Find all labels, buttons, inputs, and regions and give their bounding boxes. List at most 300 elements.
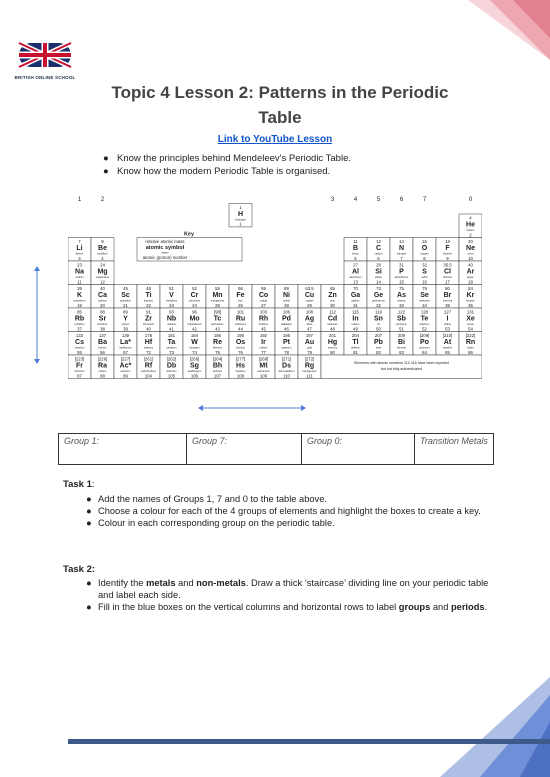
relative-atomic-mass: 195 <box>282 333 291 338</box>
relative-atomic-mass: 89 <box>123 309 128 315</box>
atomic-symbol: Cr <box>190 292 199 299</box>
element-cell <box>160 285 183 309</box>
element-name: platinum <box>281 346 292 350</box>
element-name: bismuth <box>396 346 407 350</box>
atomic-symbol: Bh <box>212 362 223 370</box>
element-cell <box>413 332 436 356</box>
atomic-symbol: Fr <box>76 362 83 370</box>
element-cell <box>459 332 482 356</box>
group-number-label: 1 <box>77 197 82 203</box>
element-cell <box>275 308 298 332</box>
atomic-number: 24 <box>192 302 197 308</box>
task-item: ● Choose a colour for each of the 4 groups of elements and highlight the boxes to create a key. <box>86 506 481 517</box>
atomic-symbol: V <box>169 292 174 299</box>
atomic-number: 88 <box>100 373 105 379</box>
relative-atomic-mass: 101 <box>236 309 245 315</box>
relative-atomic-mass: [222] <box>465 333 476 338</box>
atomic-symbol: Br <box>443 292 452 299</box>
relative-atomic-mass: 39 <box>77 286 82 291</box>
element-cell <box>160 308 183 332</box>
element-name: neon <box>467 252 474 256</box>
atomic-number: 42 <box>192 326 197 332</box>
element-cell <box>91 285 114 309</box>
atomic-number: 75 <box>215 349 220 355</box>
element-name: rhenium <box>212 346 223 350</box>
atomic-symbol: Pt <box>283 339 290 346</box>
group-arrow-icon <box>198 404 306 412</box>
atomic-number: 44 <box>238 326 243 332</box>
atomic-symbol: Sg <box>190 362 199 370</box>
atomic-number: 32 <box>376 302 381 308</box>
element-cell <box>229 308 252 332</box>
atomic-number: 52 <box>422 326 427 332</box>
element-cell <box>413 261 436 285</box>
element-cell <box>137 308 160 332</box>
atomic-number: 4 <box>101 255 104 261</box>
element-name: silver <box>306 323 313 326</box>
element-name: scandium <box>119 299 132 303</box>
relative-atomic-mass: 9 <box>101 239 104 244</box>
element-name: astatine <box>442 346 453 350</box>
atomic-number: 72 <box>146 349 151 355</box>
element-name: iodine <box>444 323 451 326</box>
relative-atomic-mass: 73 <box>376 286 381 291</box>
relative-atomic-mass: 52 <box>192 286 197 291</box>
element-cell <box>68 308 91 332</box>
relative-atomic-mass: 59 <box>261 286 266 291</box>
atomic-symbol: Mt <box>259 362 268 370</box>
atomic-symbol: Zr <box>145 315 152 323</box>
element-cell <box>183 308 206 332</box>
atomic-symbol: Pd <box>282 315 291 323</box>
group-number-label: 7 <box>422 197 427 203</box>
logo-text: BRITISH ONLINE SCHOOL <box>14 75 76 80</box>
element-cell <box>413 308 436 332</box>
element-cell <box>68 332 91 356</box>
bullet-icon: ● <box>86 578 92 588</box>
atomic-symbol: I <box>446 315 449 323</box>
transition-metals-cell[interactable]: Transition Metals <box>415 434 494 465</box>
element-name: strontium <box>97 323 108 326</box>
atomic-symbol: In <box>352 315 359 323</box>
element-cell <box>91 261 114 285</box>
atomic-symbol: Xe <box>466 315 475 323</box>
element-cell <box>252 308 275 332</box>
note-text: Elements with atomic numbers 112-116 have been reported <box>354 361 449 365</box>
atomic-symbol: Hg <box>327 339 338 346</box>
footer-bar <box>68 739 550 744</box>
element-cell <box>344 308 367 332</box>
element-name: sulfur <box>421 276 428 279</box>
relative-atomic-mass: 35.5 <box>443 262 452 268</box>
atomic-number: 41 <box>169 326 174 332</box>
element-name: roentgenium <box>302 370 317 373</box>
atomic-number: 104 <box>144 373 153 379</box>
element-cell <box>459 261 482 285</box>
element-name: chlorine <box>442 276 453 279</box>
element-name: argon <box>467 276 474 279</box>
group-key-table <box>58 433 494 465</box>
atomic-symbol: Os <box>235 339 246 346</box>
atomic-symbol: P <box>399 268 404 276</box>
element-cell <box>367 285 390 309</box>
bullet-icon: ● <box>86 518 92 529</box>
atomic-number: 10 <box>468 255 473 261</box>
element-name: hydrogen <box>235 218 246 222</box>
element-name: lanthanum <box>119 346 132 350</box>
element-cell <box>344 238 367 262</box>
relative-atomic-mass: [264] <box>212 356 223 362</box>
atomic-number: 8 <box>423 255 426 261</box>
atomic-number: 11 <box>77 279 82 285</box>
atomic-number: 47 <box>307 326 312 332</box>
relative-atomic-mass: 119 <box>375 309 382 315</box>
element-cell <box>68 355 91 379</box>
atomic-symbol: Ru <box>235 315 246 323</box>
element-name: silicon <box>374 276 383 279</box>
element-cell <box>344 285 367 309</box>
youtube-lesson-link[interactable]: Link to YouTube Lesson <box>217 134 333 145</box>
atomic-symbol: Al <box>352 268 359 276</box>
atomic-symbol: Co <box>258 292 269 299</box>
periodic-table <box>68 193 482 389</box>
element-cell <box>321 285 344 309</box>
atomic-number: 56 <box>100 349 105 355</box>
atomic-number: 18 <box>468 279 473 285</box>
element-cell <box>298 332 321 356</box>
relative-atomic-mass: 96 <box>192 309 197 315</box>
relative-atomic-mass: 131 <box>466 309 475 315</box>
atomic-symbol: Fe <box>236 292 245 299</box>
atomic-number: 17 <box>445 279 450 285</box>
element-cell <box>344 332 367 356</box>
atomic-number: 31 <box>353 302 358 308</box>
element-name: lithium <box>75 252 84 256</box>
relative-atomic-mass: 201 <box>328 333 337 338</box>
element-name: potassium <box>73 299 86 303</box>
atomic-number: 82 <box>376 349 381 355</box>
atomic-number: 105 <box>167 373 176 379</box>
element-cell <box>229 285 252 309</box>
relative-atomic-mass: 133 <box>75 333 84 338</box>
element-name: arsenic <box>397 299 406 303</box>
atomic-symbol: Po <box>420 339 429 346</box>
atomic-number: 77 <box>261 349 266 355</box>
relative-atomic-mass: 56 <box>238 286 243 291</box>
atomic-number: 3 <box>78 255 81 261</box>
key-line: relative atomic mass <box>145 239 185 244</box>
relative-atomic-mass: 137 <box>98 333 107 338</box>
element-name: fluorine <box>443 252 452 256</box>
atomic-symbol: Rg <box>304 362 315 370</box>
atomic-symbol: Cl <box>444 268 451 276</box>
element-cell <box>229 355 252 379</box>
group-number-label: 4 <box>353 197 358 203</box>
relative-atomic-mass: [266] <box>189 356 200 362</box>
atomic-symbol: Ba <box>98 339 107 346</box>
relative-atomic-mass: [272] <box>304 356 315 362</box>
atomic-number: 76 <box>238 349 243 355</box>
relative-atomic-mass: 209 <box>397 333 406 338</box>
relative-atomic-mass: 14 <box>399 239 404 244</box>
element-name: ruthenium <box>234 323 247 326</box>
element-cell <box>160 332 183 356</box>
atomic-number: 37 <box>77 326 82 332</box>
element-name: hafnium <box>143 346 154 350</box>
group-1-cell[interactable]: Group 1: <box>59 434 187 465</box>
element-name: lead <box>376 346 381 350</box>
atomic-number: 21 <box>123 302 128 308</box>
relative-atomic-mass: [209] <box>419 333 430 338</box>
atomic-number: 74 <box>192 349 197 355</box>
period-arrow-icon <box>34 266 40 364</box>
atomic-symbol: Tl <box>352 339 359 346</box>
key-title: Key <box>183 231 195 238</box>
relative-atomic-mass: 27 <box>353 262 358 268</box>
element-cell <box>114 355 137 379</box>
atomic-symbol: H <box>237 210 244 218</box>
element-name: yttrium <box>121 323 130 326</box>
atomic-symbol: Te <box>420 315 429 323</box>
atomic-symbol: La* <box>120 339 131 346</box>
element-cell <box>367 261 390 285</box>
relative-atomic-mass: 75 <box>399 286 404 291</box>
atomic-number: 79 <box>307 349 312 355</box>
atomic-symbol: C <box>375 245 382 252</box>
element-cell <box>459 285 482 309</box>
atomic-number: 87 <box>77 373 82 379</box>
atomic-number: 83 <box>399 349 404 355</box>
element-cell <box>68 238 91 262</box>
relative-atomic-mass: [261] <box>143 356 154 362</box>
atomic-number: 34 <box>422 302 427 308</box>
atomic-number: 84 <box>422 349 427 355</box>
school-logo <box>12 40 78 80</box>
element-cell <box>390 308 413 332</box>
atomic-symbol: B <box>352 245 359 252</box>
relative-atomic-mass: [227] <box>120 356 131 362</box>
relative-atomic-mass: 178 <box>144 333 153 338</box>
element-cell <box>436 332 459 356</box>
key-line: atomic (proton) number <box>142 254 188 260</box>
element-cell <box>459 238 482 262</box>
atomic-number: 1 <box>239 221 242 227</box>
element-cell <box>206 332 229 356</box>
element-cell <box>298 308 321 332</box>
atomic-number: 20 <box>100 302 105 308</box>
relative-atomic-mass: 91 <box>146 309 151 315</box>
task-1-heading: Task 1: <box>63 479 95 490</box>
atomic-symbol: Bi <box>398 339 405 346</box>
group-number-label: 0 <box>468 197 473 203</box>
element-name: phosphorus <box>394 276 409 279</box>
atomic-number: 16 <box>422 279 427 285</box>
element-name: indium <box>351 323 360 326</box>
bullet-icon: ● <box>86 506 92 517</box>
element-name: vanadium <box>165 299 178 303</box>
element-name: niobium <box>166 323 177 326</box>
element-name: thallium <box>351 346 360 350</box>
group-0-cell[interactable]: Group 0: <box>302 434 415 465</box>
element-cell <box>206 355 229 379</box>
element-name: gold <box>307 346 312 350</box>
atomic-symbol: Ar <box>466 268 475 276</box>
atomic-symbol: As <box>397 292 406 299</box>
atomic-number: 49 <box>353 326 358 332</box>
element-cell <box>390 261 413 285</box>
atomic-number: 73 <box>169 349 174 355</box>
relative-atomic-mass: 45 <box>123 286 128 291</box>
atomic-symbol: Nb <box>166 315 177 323</box>
element-name: tin <box>377 323 380 326</box>
element-name: caesium <box>74 346 85 350</box>
element-name: oxygen <box>420 252 429 256</box>
atomic-number: 5 <box>354 255 357 261</box>
element-cell <box>459 308 482 332</box>
atomic-symbol: Li <box>76 245 83 252</box>
task-item: ● Colour in each corresponding group on the periodic table. <box>86 518 335 529</box>
element-cell <box>229 332 252 356</box>
element-cell <box>275 355 298 379</box>
element-name: technetium <box>211 323 224 326</box>
atomic-number: 86 <box>468 349 473 355</box>
relative-atomic-mass: 84 <box>468 286 473 291</box>
corner-decoration-top <box>468 0 550 60</box>
element-name: antimony <box>396 323 407 326</box>
atomic-number: 19 <box>77 302 82 308</box>
element-cell <box>436 285 459 309</box>
relative-atomic-mass: 23 <box>77 262 82 268</box>
element-name: tantalum <box>166 346 177 350</box>
element-name: cadmium <box>327 323 338 326</box>
atomic-symbol: Mg <box>97 268 108 276</box>
relative-atomic-mass: 70 <box>353 286 358 291</box>
element-name: krypton <box>466 299 475 303</box>
relative-atomic-mass: 190 <box>236 333 245 338</box>
relative-atomic-mass: 127 <box>443 309 452 315</box>
atomic-symbol: Ni <box>283 292 290 299</box>
element-cell <box>183 332 206 356</box>
atomic-number: 9 <box>446 255 449 261</box>
relative-atomic-mass: 32 <box>422 262 427 268</box>
relative-atomic-mass: 65 <box>330 286 335 291</box>
element-name: seaborgium <box>187 370 202 373</box>
atomic-number: 6 <box>377 255 380 261</box>
element-cell <box>252 332 275 356</box>
relative-atomic-mass: 7 <box>78 239 81 244</box>
periodic-table-graphic <box>68 193 482 389</box>
task-2-list <box>86 577 496 614</box>
element-cell <box>137 285 160 309</box>
group-number-label: 6 <box>399 197 404 203</box>
key-box <box>137 232 242 262</box>
corner-decoration-bottom <box>400 677 550 777</box>
element-cell <box>298 285 321 309</box>
atomic-number: 27 <box>261 302 266 308</box>
atomic-symbol: Ti <box>145 292 152 299</box>
element-cell <box>298 355 321 379</box>
element-name: radium <box>98 370 107 373</box>
element-name: bromine <box>442 299 453 303</box>
element-cell <box>275 332 298 356</box>
relative-atomic-mass: 85 <box>77 309 82 315</box>
element-name: rutherfordium <box>140 370 157 373</box>
relative-atomic-mass: 108 <box>305 309 314 315</box>
atomic-symbol: Cu <box>304 292 315 299</box>
atomic-symbol: Au <box>304 339 315 346</box>
atomic-number: 78 <box>284 349 289 355</box>
relative-atomic-mass: 51 <box>169 286 174 291</box>
atomic-symbol: Zn <box>328 292 337 299</box>
element-cell <box>252 285 275 309</box>
relative-atomic-mass: 192 <box>259 333 268 338</box>
element-name: tungsten <box>189 346 200 350</box>
atomic-symbol: Tc <box>213 315 222 323</box>
element-cell <box>344 261 367 285</box>
element-name: nitrogen <box>396 252 407 256</box>
relative-atomic-mass: 48 <box>146 286 151 291</box>
relative-atomic-mass: 128 <box>420 309 429 315</box>
element-cell <box>390 332 413 356</box>
atomic-number: 12 <box>100 279 105 285</box>
objective-item: ● Know the principles behind Mendeleev's Periodic Table. <box>103 153 352 164</box>
atomic-symbol: He <box>466 221 475 229</box>
atomic-symbol: Ds <box>282 362 291 370</box>
union-flag-icon <box>15 40 75 70</box>
atomic-number: 111 <box>306 373 313 379</box>
atomic-symbol: W <box>191 339 198 346</box>
atomic-number: 35 <box>445 302 450 308</box>
element-name: zirconium <box>142 323 155 326</box>
atomic-symbol: Pb <box>374 339 383 346</box>
atomic-number: 109 <box>259 373 268 379</box>
atomic-symbol: Ga <box>350 292 361 299</box>
relative-atomic-mass: [268] <box>258 356 269 362</box>
relative-atomic-mass: 184 <box>190 333 199 338</box>
group-7-cell[interactable]: Group 7: <box>187 434 302 465</box>
atomic-number: 2 <box>469 232 472 238</box>
key-line: atomic symbol <box>145 245 185 251</box>
atomic-symbol: Rh <box>258 315 269 323</box>
atomic-symbol: Sr <box>98 315 107 323</box>
page-title: Topic 4 Lesson 2: Patterns in the Periodic Table <box>111 83 449 127</box>
atomic-symbol: Na <box>75 268 84 276</box>
element-cell <box>275 285 298 309</box>
element-name: gallium <box>351 299 360 303</box>
atomic-number: 7 <box>400 255 403 261</box>
atomic-number: 23 <box>169 302 174 308</box>
element-name: boron <box>352 252 359 256</box>
element-cell <box>436 238 459 262</box>
atomic-number: 15 <box>399 279 404 285</box>
atomic-number: 13 <box>353 279 358 285</box>
atomic-symbol: Sn <box>374 315 383 323</box>
element-cell <box>206 308 229 332</box>
relative-atomic-mass: 204 <box>351 333 360 338</box>
task-1-list <box>86 493 496 530</box>
element-cell <box>114 332 137 356</box>
note-box <box>321 355 482 379</box>
element-cell <box>321 332 344 356</box>
atomic-number: 38 <box>100 326 105 332</box>
group-number-label: 2 <box>100 197 105 203</box>
element-name: cobalt <box>260 299 267 303</box>
element-cell <box>114 285 137 309</box>
task-item: ● Identify the metals and non-metals. Draw a thick ‘staircase’ dividing line on your periodic table and label each side. <box>86 578 489 601</box>
relative-atomic-mass: 115 <box>352 309 359 315</box>
bullet-icon: ● <box>86 494 92 504</box>
atomic-symbol: Ge <box>373 292 384 299</box>
